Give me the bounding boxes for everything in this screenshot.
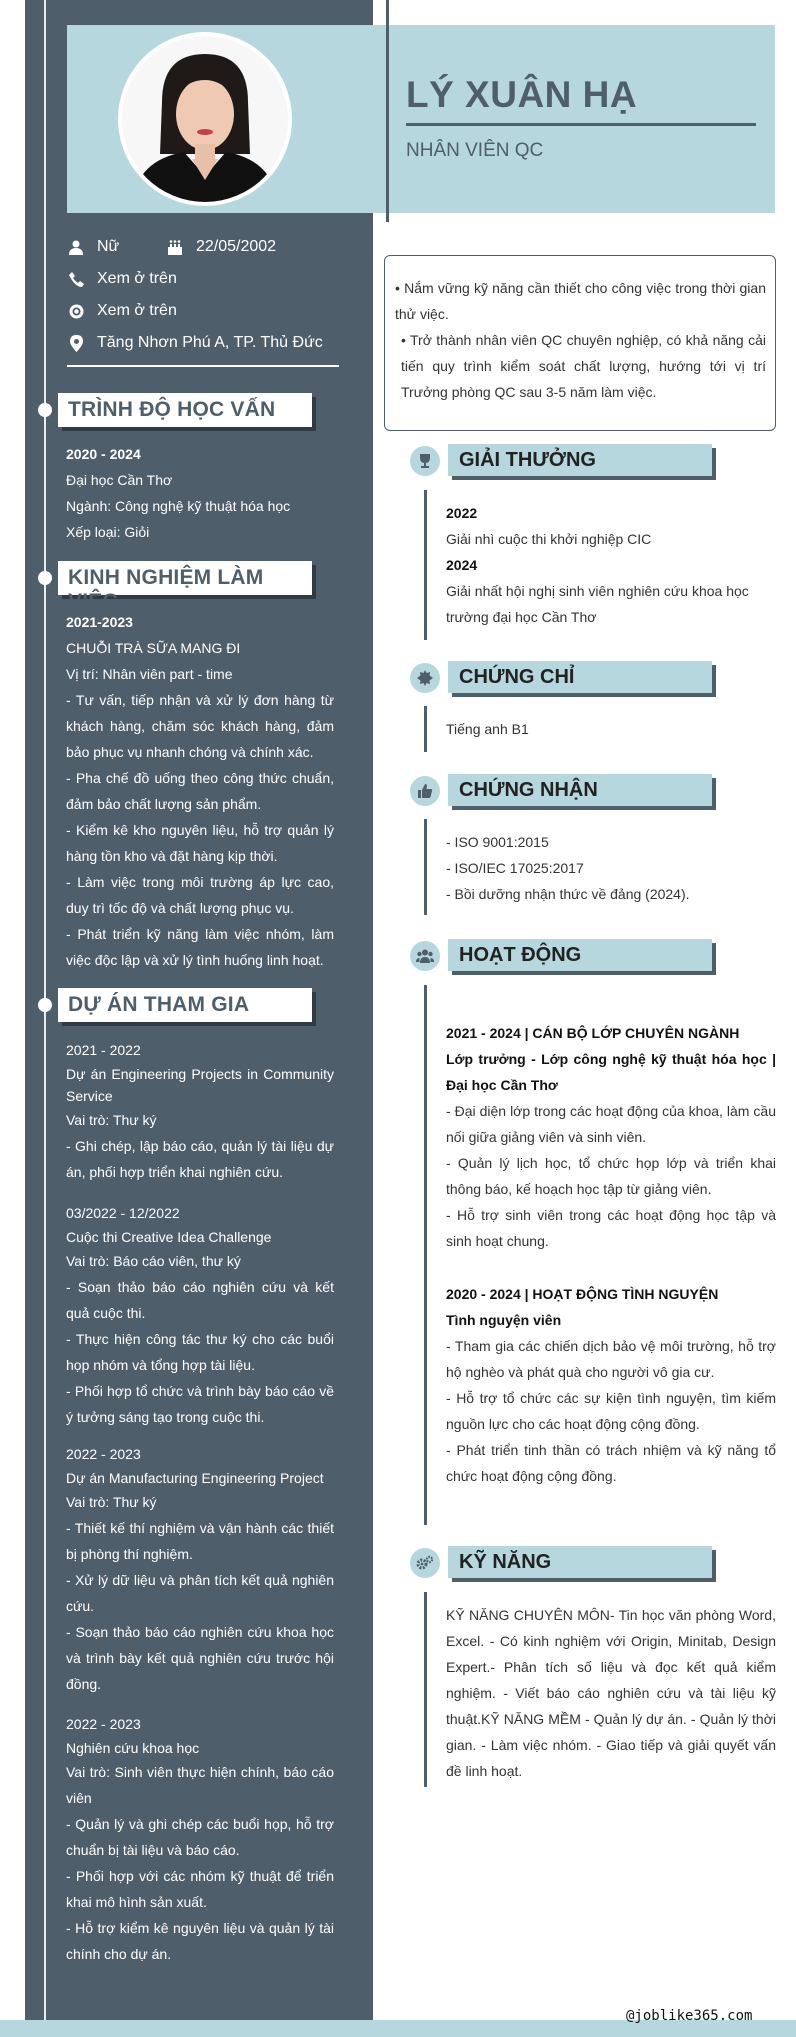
education-major: Ngành: Công nghệ kỹ thuật hóa học — [66, 498, 291, 514]
certificates-list — [446, 716, 776, 742]
skills-heading — [448, 1546, 712, 1578]
objective-line: • Trở thành nhân viên QC chuyên nghiệp, có khả năng cải tiến quy trình kiểm soát chất lượng, hướng tới vị trí Trưởng phòng QC sau 3-5 năm làm việc. — [401, 332, 766, 400]
project-detail: - Soạn thảo báo cáo nghiên cứu và kết quả cuộc thi. — [66, 1279, 334, 1321]
phone-icon — [67, 270, 85, 288]
badge-icon — [410, 663, 440, 693]
experience-position: Vị trí: Nhân viên part - time — [66, 666, 233, 682]
career-objective — [384, 255, 776, 431]
activities-heading-text: HOẠT ĐỘNG — [459, 944, 582, 966]
contact-birthday — [166, 238, 276, 256]
activity-title: 2021 - 2024 | CÁN BỘ LỚP CHUYÊN NGÀNH — [446, 1025, 740, 1041]
activity-title: 2020 - 2024 | HOẠT ĐỘNG TÌNH NGUYỆN — [446, 1286, 719, 1302]
experience-duty: - Pha chế đồ uống theo công thức chuẩn, đảm bảo chất lượng sản phẩm. — [66, 770, 334, 812]
award-year: 2022 — [446, 505, 478, 521]
experience-block — [66, 609, 334, 973]
project-name: Dự án Manufacturing Engineering Project — [66, 1470, 324, 1486]
experience-duty: - Phát triển kỹ năng làm việc nhóm, làm việc độc lập và xử lý tình huống linh hoạt. — [66, 926, 334, 968]
education-heading — [58, 393, 312, 427]
name-underline — [406, 123, 756, 126]
avatar — [118, 32, 292, 206]
project-item — [66, 1200, 334, 1430]
certificates-heading-text: CHỨNG CHỈ — [459, 666, 575, 688]
timeline-dot — [38, 403, 52, 417]
section-bar — [424, 706, 427, 752]
birthday-text: 22/05/2002 — [196, 238, 277, 255]
timeline-dot — [38, 998, 52, 1012]
experience-company: CHUỖI TRÀ SỮA MANG ĐI — [66, 640, 241, 656]
awards-heading-text: GIẢI THƯỞNG — [459, 449, 596, 471]
email-icon — [67, 302, 85, 320]
project-period: 03/2022 - 12/2022 — [66, 1205, 180, 1221]
skills-block — [446, 1602, 776, 1784]
location-icon — [67, 334, 85, 352]
project-detail: - Quản lý và ghi chép các buổi họp, hỗ trợ chuẩn bị tài liệu và báo cáo. — [66, 1816, 334, 1858]
experience-duty: - Tư vấn, tiếp nhận và xử lý đơn hàng từ khách hàng, chăm sóc khách hàng, đảm bảo phục vụ nhanh chóng và chính xác. — [66, 692, 334, 760]
project-detail: - Phối hợp tổ chức và trình bày báo cáo về ý tưởng sáng tạo trong cuộc thi. — [66, 1383, 334, 1425]
project-item — [66, 1441, 334, 1697]
project-detail: - Phối hợp với các nhóm kỹ thuật để triển khai mô hình sản xuất. — [66, 1868, 334, 1910]
awards-list — [446, 500, 776, 630]
activity-subtitle: Lớp trưởng - Lớp công nghệ kỹ thuật hóa học | Đại học Cần Thơ — [446, 1051, 776, 1093]
gears-icon — [410, 1548, 440, 1578]
experience-duty: - Kiểm kê kho nguyên liệu, hỗ trợ quản lý hàng tồn kho và đặt hàng kịp thời. — [66, 822, 334, 864]
section-bar — [424, 819, 427, 915]
skills-heading-text: KỸ NĂNG — [459, 1551, 552, 1573]
contact-address — [67, 334, 323, 352]
contact-email — [67, 302, 177, 320]
section-bar — [424, 1592, 427, 1787]
email-text[interactable]: Xem ở trên — [97, 302, 177, 319]
experience-heading — [58, 561, 312, 613]
contact-gender — [67, 238, 119, 256]
experience-heading-text: KINH NGHIỆM LÀM VIỆC — [68, 566, 264, 613]
award-text: Giải nhất hội nghị sinh viên nghiên cứu khoa học trường đại học Cần Thơ — [446, 583, 749, 625]
activity-item — [446, 1281, 776, 1489]
project-role: Vai trò: Thư ký — [66, 1494, 157, 1510]
certifications-heading-text: CHỨNG NHẬN — [459, 779, 598, 801]
project-item — [66, 1037, 334, 1185]
certification-item: - ISO/IEC 17025:2017 — [446, 860, 584, 876]
contact-divider — [67, 365, 339, 367]
certifications-list — [446, 829, 776, 907]
thumbs-up-icon — [410, 776, 440, 806]
certificate-item: Tiếng anh B1 — [446, 721, 529, 737]
project-period: 2021 - 2022 — [66, 1042, 141, 1058]
activity-detail: - Hỗ trợ sinh viên trong các hoạt động học tập và sinh hoạt chung. — [446, 1207, 776, 1249]
header-divider — [386, 0, 389, 222]
education-grade: Xếp loại: Giỏi — [66, 524, 150, 540]
project-detail: - Thiết kế thí nghiệm và vận hành các thiết bị phòng thí nghiệm. — [66, 1520, 334, 1562]
timeline-dot — [38, 571, 52, 585]
user-icon — [67, 238, 85, 256]
project-period: 2022 - 2023 — [66, 1716, 141, 1732]
activity-detail: - Quản lý lịch học, tổ chức họp lớp và triển khai thông báo, kế hoạch học tập từ giảng viên. — [446, 1155, 776, 1197]
experience-period: 2021-2023 — [66, 614, 133, 630]
job-title: NHÂN VIÊN QC — [406, 140, 544, 161]
activity-detail: - Hỗ trợ tổ chức các sự kiện tình nguyện, tìm kiếm nguồn lực cho các hoạt động cộng đồng. — [446, 1390, 776, 1432]
activity-detail: - Đại diện lớp trong các hoạt động của khoa, làm cầu nối giữa giảng viên và sinh viên. — [446, 1103, 776, 1145]
education-heading-text: TRÌNH ĐỘ HỌC VẤN — [68, 398, 276, 421]
project-detail: - Soạn thảo báo cáo nghiên cứu khoa học và trình bày kết quả nghiên cứu trước hội đồng. — [66, 1624, 334, 1692]
projects-heading — [58, 988, 312, 1022]
award-year: 2024 — [446, 557, 478, 573]
project-detail: - Hỗ trợ kiểm kê nguyên liệu và quản lý tài chính cho dự án. — [66, 1920, 334, 1962]
certification-item: - ISO 9001:2015 — [446, 834, 549, 850]
project-role: Vai trò: Báo cáo viên, thư ký — [66, 1253, 241, 1269]
phone-text[interactable]: Xem ở trên — [97, 270, 177, 287]
project-item — [66, 1711, 334, 1967]
project-name: Cuộc thi Creative Idea Challenge — [66, 1229, 272, 1245]
cake-icon — [166, 238, 184, 256]
contact-phone — [67, 270, 177, 288]
awards-heading — [448, 444, 712, 476]
activity-item — [446, 1020, 776, 1254]
projects-heading-text: DỰ ÁN THAM GIA — [68, 993, 250, 1016]
candidate-name: LÝ XUÂN HẠ — [406, 74, 638, 115]
activity-detail: - Phát triển tinh thần có trách nhiệm và kỹ năng tổ chức hoạt động cộng đồng. — [446, 1442, 776, 1484]
group-icon — [410, 941, 440, 971]
section-bar — [424, 490, 427, 640]
project-detail: - Xử lý dữ liệu và phân tích kết quả nghiên cứu. — [66, 1572, 334, 1614]
address-text: Tăng Nhơn Phú A, TP. Thủ Đức — [97, 334, 323, 351]
project-detail: - Thực hiện công tác thư ký cho các buổi họp nhóm và tổng hợp tài liệu. — [66, 1331, 334, 1373]
education-period: 2020 - 2024 — [66, 446, 141, 462]
activity-detail: - Tham gia các chiến dịch bảo vệ môi trường, hỗ trợ hộ nghèo và phát quà cho người vô gia cư. — [446, 1338, 776, 1380]
project-period: 2022 - 2023 — [66, 1446, 141, 1462]
watermark: @joblike365.com — [626, 2008, 753, 2024]
trophy-icon — [410, 446, 440, 476]
skills-text: KỸ NĂNG CHUYÊN MÔN- Tin học văn phòng Word, Excel. - Có kinh nghiệm với Origin, Minitab, Design Expert.- Phân tích số liệu và đọc kết quả kiểm nghiệm. - Viết báo cáo nghiên cứu và tài liệu kỹ thuật.KỸ NĂNG MỀM - Quản lý dự án. - Quản lý thời gian. - Làm việc nhóm. - Giao tiếp và giải quyết vấn đề linh hoạt. — [446, 1607, 776, 1779]
gender-text: Nữ — [97, 238, 120, 255]
certificates-heading — [448, 661, 712, 693]
objective-line: • Nắm vững kỹ năng cần thiết cho công việc trong thời gian thử việc. — [395, 280, 766, 322]
experience-duty: - Làm việc trong môi trường áp lực cao, duy trì tốc độ và chất lượng phục vụ. — [66, 874, 334, 916]
activities-heading — [448, 939, 712, 971]
certification-item: - Bồi dưỡng nhận thức về đảng (2024). — [446, 886, 690, 902]
project-name: Nghiên cứu khoa học — [66, 1740, 200, 1756]
project-name: Dự án Engineering Projects in Community Service — [66, 1066, 334, 1104]
award-text: Giải nhì cuộc thi khởi nghiệp CIC — [446, 531, 652, 547]
education-school: Đại học Cần Thơ — [66, 472, 173, 488]
activity-subtitle: Tình nguyện viên — [446, 1312, 562, 1328]
education-block — [66, 441, 334, 545]
project-detail: - Ghi chép, lập báo cáo, quản lý tài liệu dự án, phối hợp triển khai nghiên cứu. — [66, 1138, 334, 1180]
project-role: Vai trò: Sinh viên thực hiện chính, báo cáo viên — [66, 1764, 334, 1806]
section-bar — [424, 985, 427, 1525]
project-role: Vai trò: Thư ký — [66, 1112, 157, 1128]
certifications-heading — [448, 774, 712, 806]
